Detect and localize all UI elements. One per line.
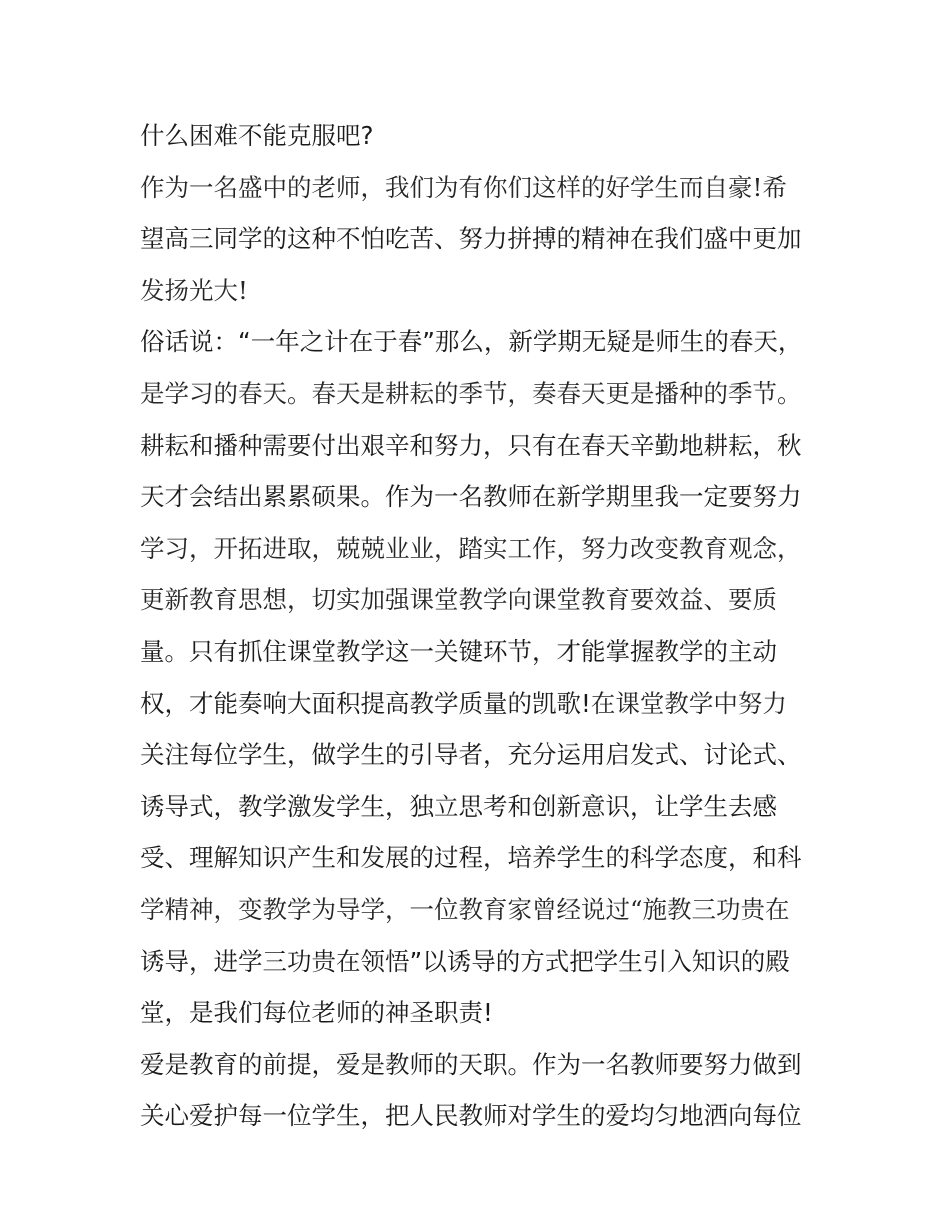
text-line <box>140 471 820 523</box>
text-line <box>140 626 820 678</box>
text-segment: 诱导式，教学激发学生，独立思考和创新意识，让学生去感 <box>140 791 777 821</box>
text-line <box>140 884 820 936</box>
text-line <box>140 265 820 317</box>
text-segment: 俗话说：“一年之计在于春”那么，新学期无疑是师生的春天， <box>140 327 803 357</box>
text-segment: 学习，开拓进取，兢兢业业，踏实工作，努力改变教育观念， <box>140 533 802 563</box>
body-text <box>140 110 820 1142</box>
text-segment: 耕耘和播种需要付出艰辛和努力，只有在春天辛勤地耕耘，秋 <box>140 430 802 460</box>
text-segment: 更新教育思想，切实加强课堂教学向课堂教育要效益、要质 <box>140 585 777 615</box>
text-line <box>140 162 820 214</box>
text-segment: 爱是教育的前提，爱是教师的天职。作为一名教师要努力做到 <box>140 1049 802 1079</box>
text-segment: 量。只有抓住课堂教学这一关键环节，才能掌握教学的主动 <box>140 636 777 666</box>
text-line <box>140 110 820 162</box>
text-segment: 望高三同学的这种不怕吃苦、努力拼搏的精神在我们盛中更加 <box>140 224 802 254</box>
text-line <box>140 523 820 575</box>
text-segment: 诱导，进学三功贵在领悟”以诱导的方式把学生引入知识的殿 <box>140 946 790 976</box>
text-segment: 堂，是我们每位老师的神圣职责! <box>140 998 493 1028</box>
text-line <box>140 213 820 265</box>
text-line <box>140 1090 820 1142</box>
text-line <box>140 987 820 1039</box>
text-segment: 作为一名盛中的老师，我们为有你们这样的好学生而自豪!希 <box>140 172 787 202</box>
text-segment: 受、理解知识产生和发展的过程，培养学生的科学态度，和科 <box>140 843 802 873</box>
text-line <box>140 832 820 884</box>
text-line <box>140 574 820 626</box>
text-segment: 什么困难不能克服吧? <box>140 121 374 150</box>
text-segment: 是学习的春天。春天是耕耘的季节，奏春天更是播种的季节。 <box>140 378 802 408</box>
text-segment: 权，才能奏响大面积提高教学质量的凯歌! <box>140 688 591 718</box>
text-segment: 关心爱护每一位学生，把人民教师对学生的爱均匀地洒向每位 <box>140 1101 802 1131</box>
text-line <box>140 420 820 472</box>
text-line <box>140 781 820 833</box>
text-line <box>140 729 820 781</box>
text-segment: 学精神，变教学为导学，一位教育家曾经说过“施教三功贵在 <box>140 894 790 924</box>
text-line <box>140 678 820 730</box>
text-segment: 发扬光大! <box>140 275 248 305</box>
text-line <box>140 936 820 988</box>
text-line <box>140 368 820 420</box>
text-line <box>140 316 820 368</box>
text-segment: 天才会结出累累硕果。作为一名教师在新学期里我一定要努力 <box>140 482 802 512</box>
text-segment: 在课堂教学中努力 <box>590 688 787 718</box>
text-segment: 关注每位学生，做学生的引导者，充分运用启发式、讨论式、 <box>140 740 802 770</box>
text-line <box>140 1039 820 1091</box>
